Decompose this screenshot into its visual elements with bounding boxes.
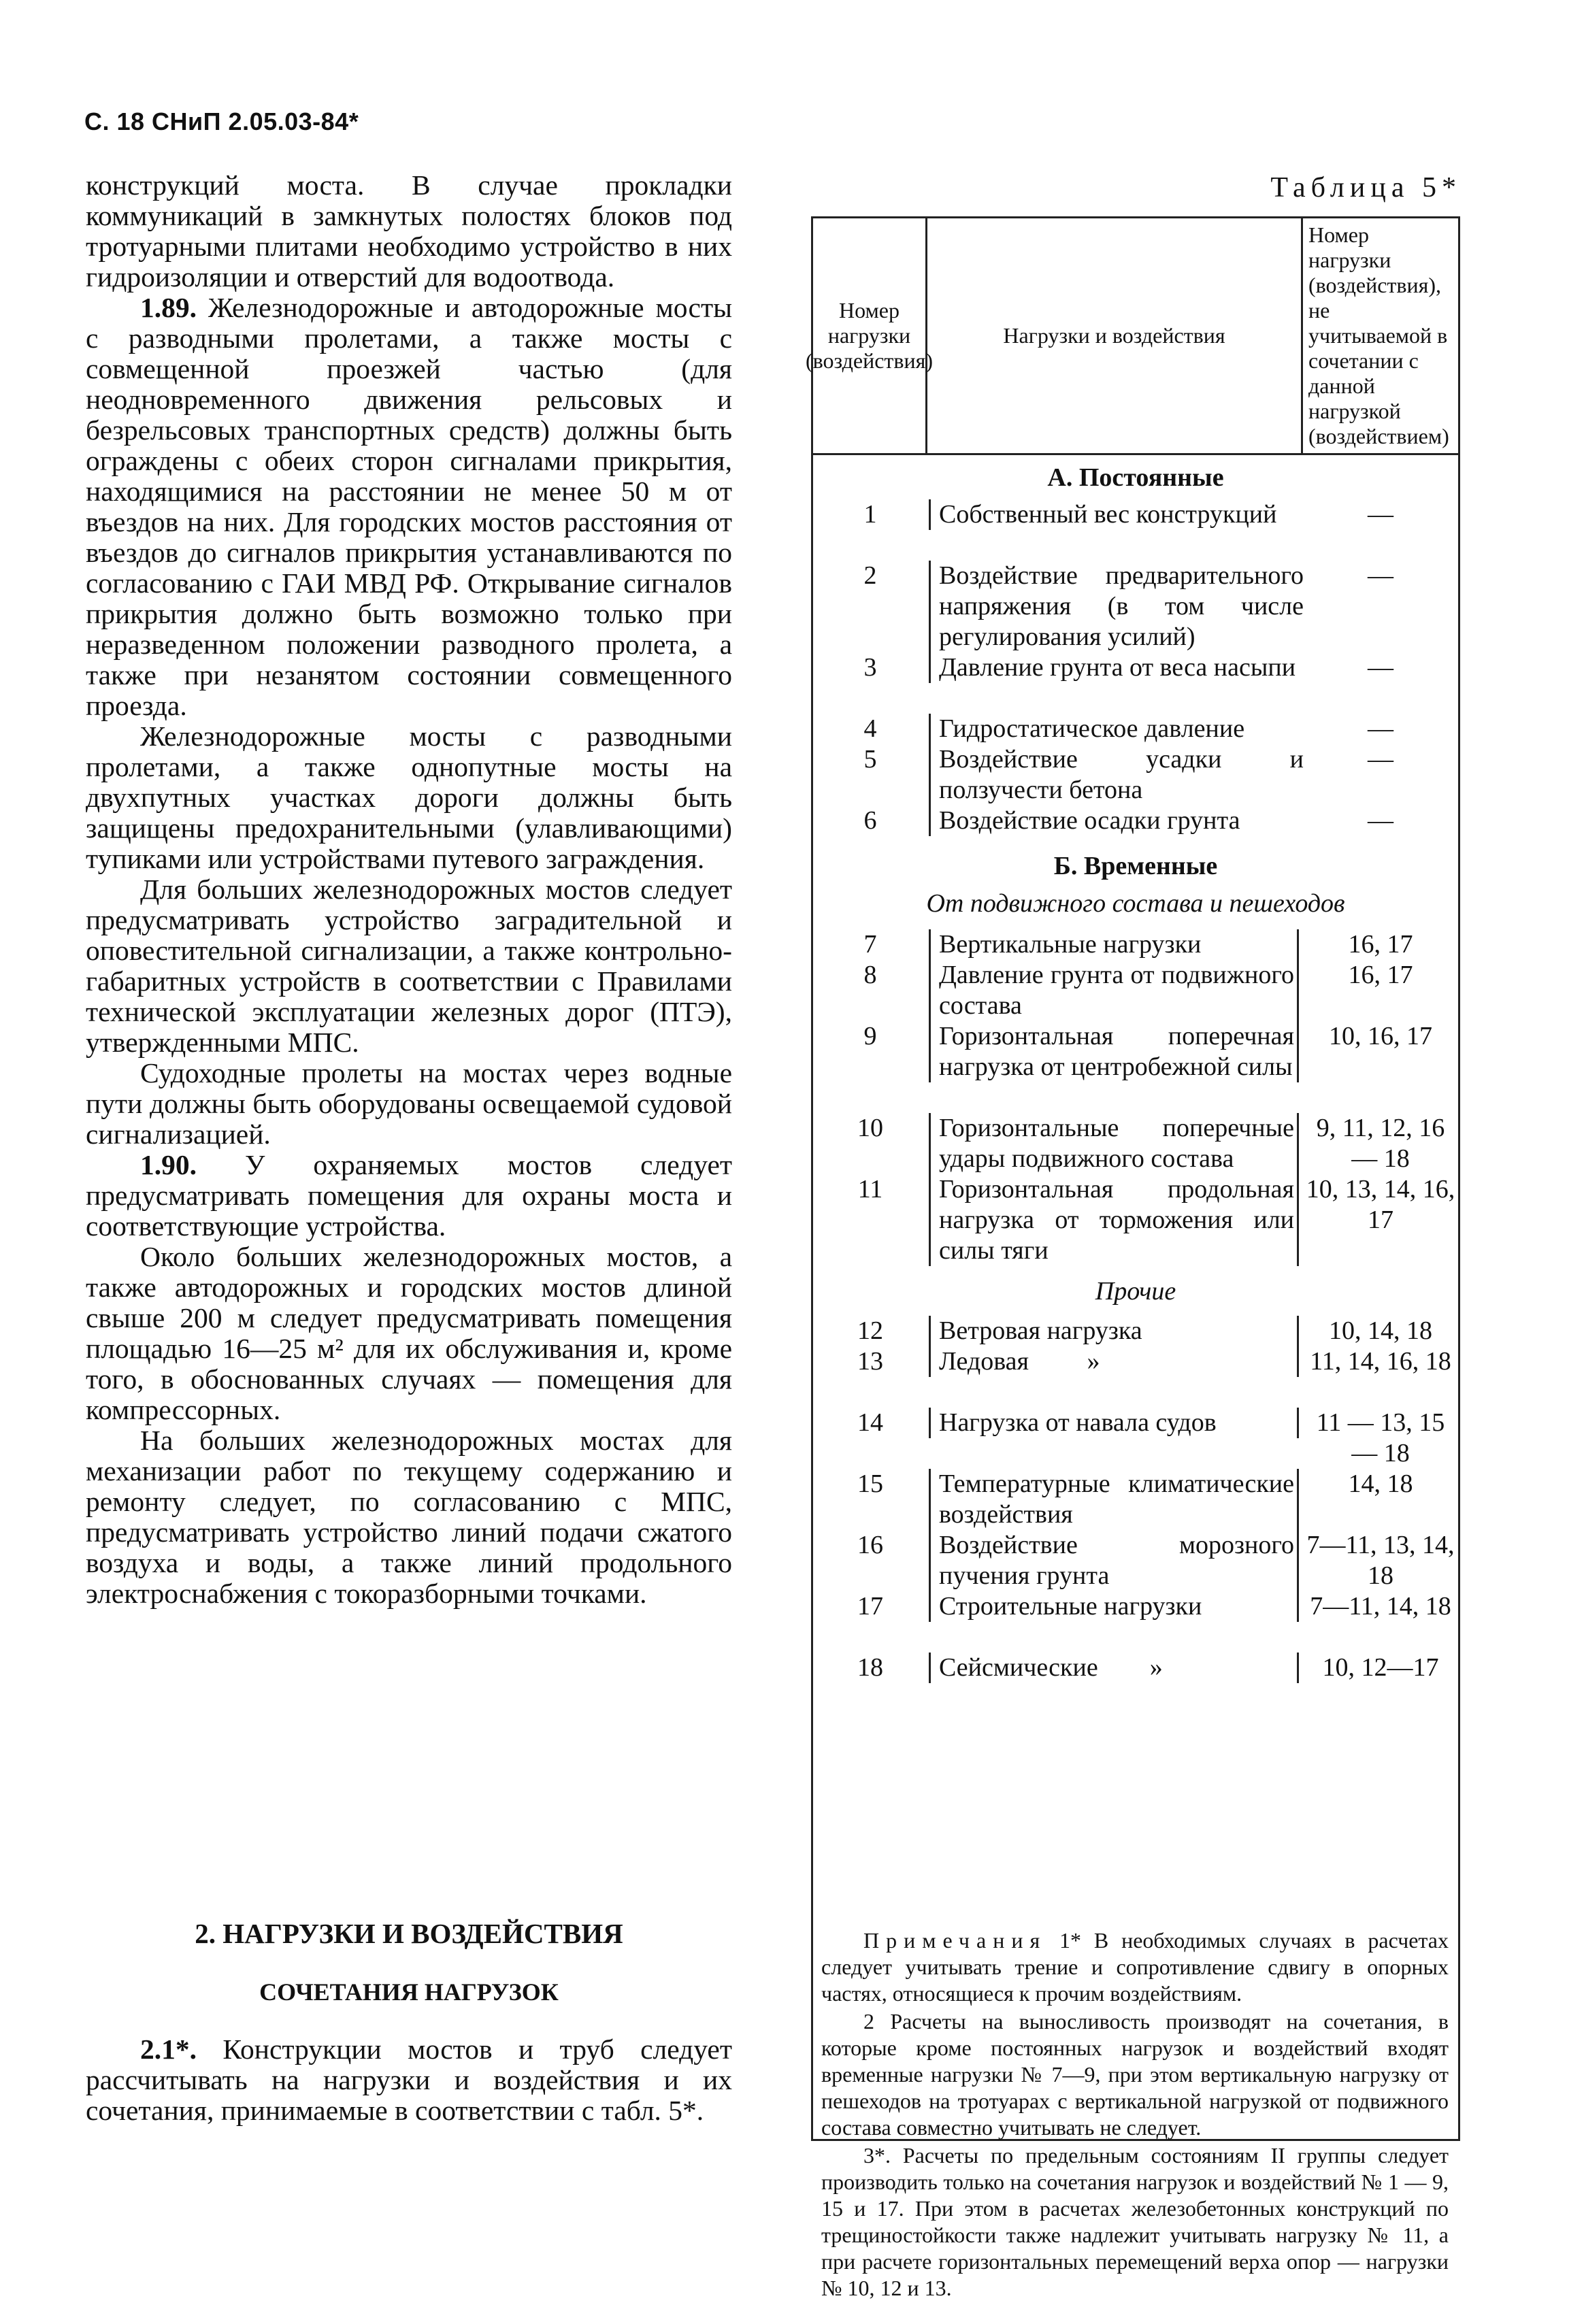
paragraph-text: У охраняемых мостов следует предусматривать помещения для охраны моста и соответствующие устройства. — [86, 1149, 732, 1242]
paragraph-text: Конструкции мостов и труб следует рассчитывать на нагрузки и воздействия и их сочетания, принимаемые в соответствии с табл. 5*. — [86, 2034, 732, 2126]
row-load: Давление грунта от веса насыпи — [929, 652, 1306, 683]
paragraph: Судоходные пролеты на мостах через водные пути должны быть оборудованы освещаемой судовой сигнализацией. — [86, 1057, 732, 1150]
row-number: 14 — [857, 1408, 883, 1437]
row-excluded: 14, 18 — [1348, 1470, 1413, 1498]
row-number: 6 — [863, 806, 877, 835]
row-load: Строительные нагрузки — [929, 1591, 1299, 1622]
row-number: 16 — [857, 1531, 883, 1559]
row-load: Ледовая » — [929, 1346, 1299, 1377]
row-load: Горизонтальная продольная нагрузка от торможения или силы тяги — [929, 1174, 1299, 1266]
row-excluded: 10, 16, 17 — [1329, 1022, 1432, 1050]
row-load: Собственный вес конструкций — [929, 499, 1306, 530]
row-number: 2 — [863, 561, 877, 590]
table-header-row — [806, 218, 1458, 455]
subsection-title: СОЧЕТАНИЯ НАГРУЗОК — [259, 1978, 559, 2006]
row-number: 17 — [857, 1592, 883, 1621]
row-excluded: 10, 13, 14, 16, 17 — [1306, 1175, 1455, 1234]
row-number: 8 — [863, 961, 877, 989]
row-excluded: — — [1368, 714, 1393, 743]
row-number: 15 — [857, 1470, 883, 1498]
row-load: Гидростатическое давление — [929, 714, 1306, 744]
paragraph: конструкций моста. В случае прокладки коммуникаций в замкнутых полостях блоков под тротуарными плитами необходимо устройство в них гидроизоляции и отверстий для водоотвода. — [86, 169, 732, 293]
note-3: 3*. Расчеты по предельным состояниям II группы следует производить только на сочетания нагрузок и воздействий № 1 — 9, 15 и 17. При этом в расчетах железобетонных конструкций по трещиностойкости также надлежит учитывать нагрузку № 11, а при расчете горизонтальных перемещений верха опор — нагрузки № 10, 12 и 13. — [821, 2143, 1449, 2300]
paragraph: Железнодорожные мосты с разводными пролетами, а также однопутные мосты на двухпутных участках дороги должны быть защищены предохранительными (улавливающими) тупиками или устройствами путевого заграждения. — [86, 720, 732, 874]
row-load: Горизонтальная поперечная нагрузка от центробежной силы — [929, 1021, 1299, 1082]
table-label: Таблица 5* — [1270, 172, 1462, 203]
row-load: Давление грунта от подвижного состава — [929, 960, 1299, 1021]
paragraph — [86, 2034, 732, 2126]
row-excluded: 11 — 13, 15 — 18 — [1316, 1408, 1445, 1467]
row-excluded: — — [1368, 745, 1393, 774]
row-number: 12 — [857, 1316, 883, 1345]
row-load: Температурные климатические воздействия — [929, 1469, 1299, 1530]
row-load: Воздействие предварительного напряжения (в том числе регулирования усилий) — [929, 561, 1306, 652]
row-excluded: 9, 11, 12, 16 — 18 — [1316, 1114, 1445, 1173]
row-excluded: 7—11, 13, 14, 18 — [1306, 1531, 1455, 1590]
header-loads: Нагрузки и воздействия — [927, 218, 1303, 453]
row-excluded: — — [1368, 561, 1393, 590]
group-temporary: Б. Временные — [1053, 852, 1218, 880]
note-text: 1* В необходимых случаях в расчетах следует учитывать трение и сопротивление сдвигу в опорных частях, относящиеся к прочим воздействиям. — [821, 1928, 1449, 2006]
row-number: 1 — [863, 500, 877, 529]
paragraph-2-1 — [86, 2034, 732, 2126]
row-load: Вертикальные нагрузки — [929, 929, 1299, 960]
row-excluded: 7—11, 14, 18 — [1310, 1592, 1451, 1621]
row-number: 7 — [863, 930, 877, 959]
row-number: 13 — [857, 1347, 883, 1376]
row-load: Воздействие морозного пучения грунта — [929, 1530, 1299, 1591]
row-load: Горизонтальные поперечные удары подвижного состава — [929, 1113, 1299, 1174]
row-load: Сейсмические » — [929, 1653, 1299, 1683]
subgroup-rolling-stock: От подвижного состава и пешеходов — [926, 889, 1345, 918]
subgroup-other: Прочие — [1095, 1277, 1176, 1306]
row-excluded: 16, 17 — [1348, 930, 1413, 959]
paragraph-1-90 — [86, 1150, 732, 1242]
table-notes — [821, 1927, 1449, 2303]
left-column-text — [86, 170, 732, 1609]
header-excluded: Номер нагрузки (воздействия), не учитываемой в сочетании с данной нагрузкой (воздействием) — [1308, 222, 1449, 448]
loads-table — [806, 216, 1460, 2300]
row-excluded: — — [1368, 806, 1393, 835]
row-number: 9 — [863, 1022, 877, 1050]
paragraph-1-89 — [86, 293, 732, 721]
group-permanent: А. Постоянные — [1047, 463, 1224, 492]
note-1 — [821, 1927, 1449, 2007]
row-excluded: — — [1368, 500, 1393, 529]
row-load: Воздействие осадки грунта — [929, 806, 1306, 836]
paragraph: На больших железнодорожных мостах для механизации работ по текущему содержанию и ремонту следует, по согласованию с МПС, предусматривать устройство линий подачи сжатого воздуха и воды, а также линий продольного электроснабжения с токоразборными точками. — [86, 1425, 732, 1609]
page-header: С. 18 СНиП 2.05.03-84* — [84, 107, 359, 135]
header-load-number: Номер нагрузки (воздействия) — [813, 218, 927, 453]
row-number: 3 — [863, 653, 877, 682]
row-number: 11 — [857, 1175, 883, 1204]
paragraph: Для больших железнодорожных мостов следует предусматривать устройство заградительной и оповестительной сигнализации, а также контрольно-габаритных устройств в соответствии с Правилами технической эксплуатации железных дорог (ПТЭ), утвержденными МПС. — [86, 874, 732, 1058]
row-excluded: — — [1368, 653, 1393, 682]
row-number: 4 — [863, 714, 877, 743]
row-load: Нагрузка от навала судов — [929, 1408, 1299, 1438]
row-excluded: 16, 17 — [1348, 961, 1413, 989]
row-number: 18 — [857, 1653, 883, 1682]
clause-number: 1.90. — [140, 1149, 197, 1180]
paragraph: Около больших железнодорожных мостов, а также автодорожных и городских мостов длиной свыше 200 м следует предусматривать помещения площадью 16—25 м² для их обслуживания и, кроме того, в обоснованных случаях — помещения для компрессорных. — [86, 1241, 732, 1425]
row-excluded: 10, 12—17 — [1322, 1653, 1439, 1682]
row-number: 5 — [863, 745, 877, 774]
clause-number: 2.1*. — [140, 2034, 197, 2065]
clause-number: 1.89. — [140, 292, 197, 323]
section-title: 2. НАГРУЗКИ И ВОЗДЕЙСТВИЯ — [195, 1918, 623, 1949]
row-excluded: 11, 14, 16, 18 — [1310, 1347, 1451, 1376]
notes-label: Примечания — [863, 1928, 1047, 1953]
paragraph-text: Железнодорожные и автодорожные мосты с разводными пролетами, а также мосты с совмещенной проезжей частью (для неодновременного движения рельсовых и безрельсовых транспортных средств) должны быть ограждены с обеих сторон сигналами прикрытия, находящимися на расстоянии не менее 50 м от въездов на них. Для городских мостов расстояния от въездов до сигналов прикрытия устанавливаются по согласованию с ГАИ МВД РФ. Открывание сигналов прикрытия должно быть возможно только при неразведенном положении разводного пролета, а также при незанятом состоянии совмещенного проезда. — [86, 292, 732, 721]
note-2: 2 Расчеты на выносливость производят на сочетания, в которые кроме постоянных нагрузок и воздействий входят временные нагрузки № 7—9, при этом вертикальную нагрузку от пешеходов на тротуарах с вертикальной нагрузкой от подвижного состава совместно учитывать не следует. — [821, 2009, 1449, 2140]
row-load: Воздействие усадки и ползучести бетона — [929, 744, 1306, 806]
row-excluded: 10, 14, 18 — [1329, 1316, 1432, 1345]
row-number: 10 — [857, 1114, 883, 1142]
row-load: Ветровая нагрузка — [929, 1316, 1299, 1346]
